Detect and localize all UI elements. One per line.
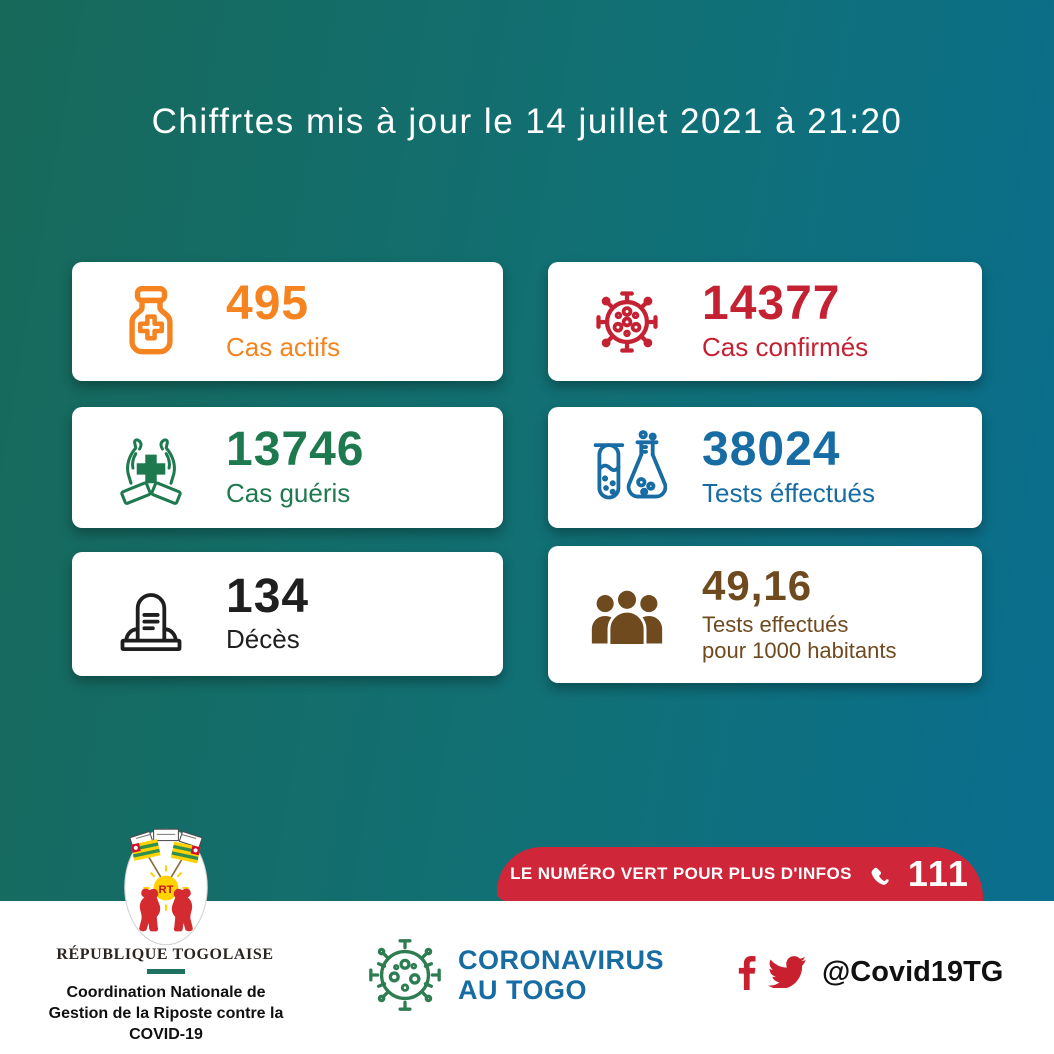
footer-divider — [147, 969, 185, 974]
stat-label: Cas actifs — [226, 331, 341, 362]
logo-line-1: CORONAVIRUS — [458, 944, 665, 975]
coordination-line-1: Coordination Nationale de — [66, 984, 266, 1001]
stat-label: Décès — [226, 624, 300, 655]
twitter-icon[interactable] — [768, 956, 806, 988]
virus-icon — [586, 277, 668, 367]
stat-card-cas-actifs — [72, 262, 503, 381]
emblem-monogram: RT — [158, 884, 174, 897]
stat-label: Cas confirmés — [702, 331, 869, 362]
update-title: Chiffrtes mis à jour le 14 juillet 2021 à 21:20 — [151, 102, 903, 141]
facebook-icon[interactable] — [736, 954, 758, 990]
stat-value: 495 — [226, 277, 310, 331]
coronavirus-logo-icon — [364, 934, 446, 1016]
stat-value: 13746 — [226, 423, 365, 477]
stat-value: 14377 — [702, 277, 841, 331]
social-handle[interactable]: @Covid19TG — [822, 955, 1004, 988]
hotline-banner — [497, 847, 983, 901]
stat-value: 49,16 — [702, 562, 813, 610]
stat-card-deces — [72, 552, 503, 676]
people-group-icon — [586, 570, 668, 660]
stat-value: 38024 — [702, 423, 841, 477]
logo-line-2: AU TOGO — [458, 975, 588, 1005]
stat-label: Cas guéris — [226, 477, 351, 508]
tombstone-icon — [110, 569, 192, 659]
coronavirus-au-togo-logo — [364, 934, 664, 1016]
stat-sublabel: pour 1000 habitants — [702, 637, 897, 663]
stat-label: Tests éffectués — [702, 477, 875, 508]
social-block — [736, 948, 1003, 996]
phone-icon — [866, 860, 894, 888]
stat-card-tests-effectues — [548, 407, 982, 528]
coordination-line-2: Gestion de la Riposte contre la — [48, 1005, 284, 1023]
lab-tests-icon — [586, 423, 668, 513]
coordination-label — [28, 982, 304, 1045]
hotline-number[interactable]: 111 — [907, 853, 970, 894]
medicine-bottle-icon — [110, 277, 192, 367]
stat-value: 134 — [226, 569, 310, 623]
stat-label: Tests effectués — [702, 611, 849, 637]
stat-card-tests-per-1000 — [548, 546, 982, 683]
hotline-label: LE NUMÉRO VERT POUR PLUS D'INFOS — [510, 864, 852, 883]
stat-card-cas-gueris — [72, 407, 503, 528]
republic-label: RÉPUBLIQUE TOGOLAISE — [56, 946, 274, 963]
togo-coat-of-arms — [102, 822, 230, 952]
coordination-line-3: COVID-19 — [129, 1026, 203, 1044]
healing-hands-icon — [110, 423, 192, 513]
stat-card-cas-confirmes — [548, 262, 982, 381]
